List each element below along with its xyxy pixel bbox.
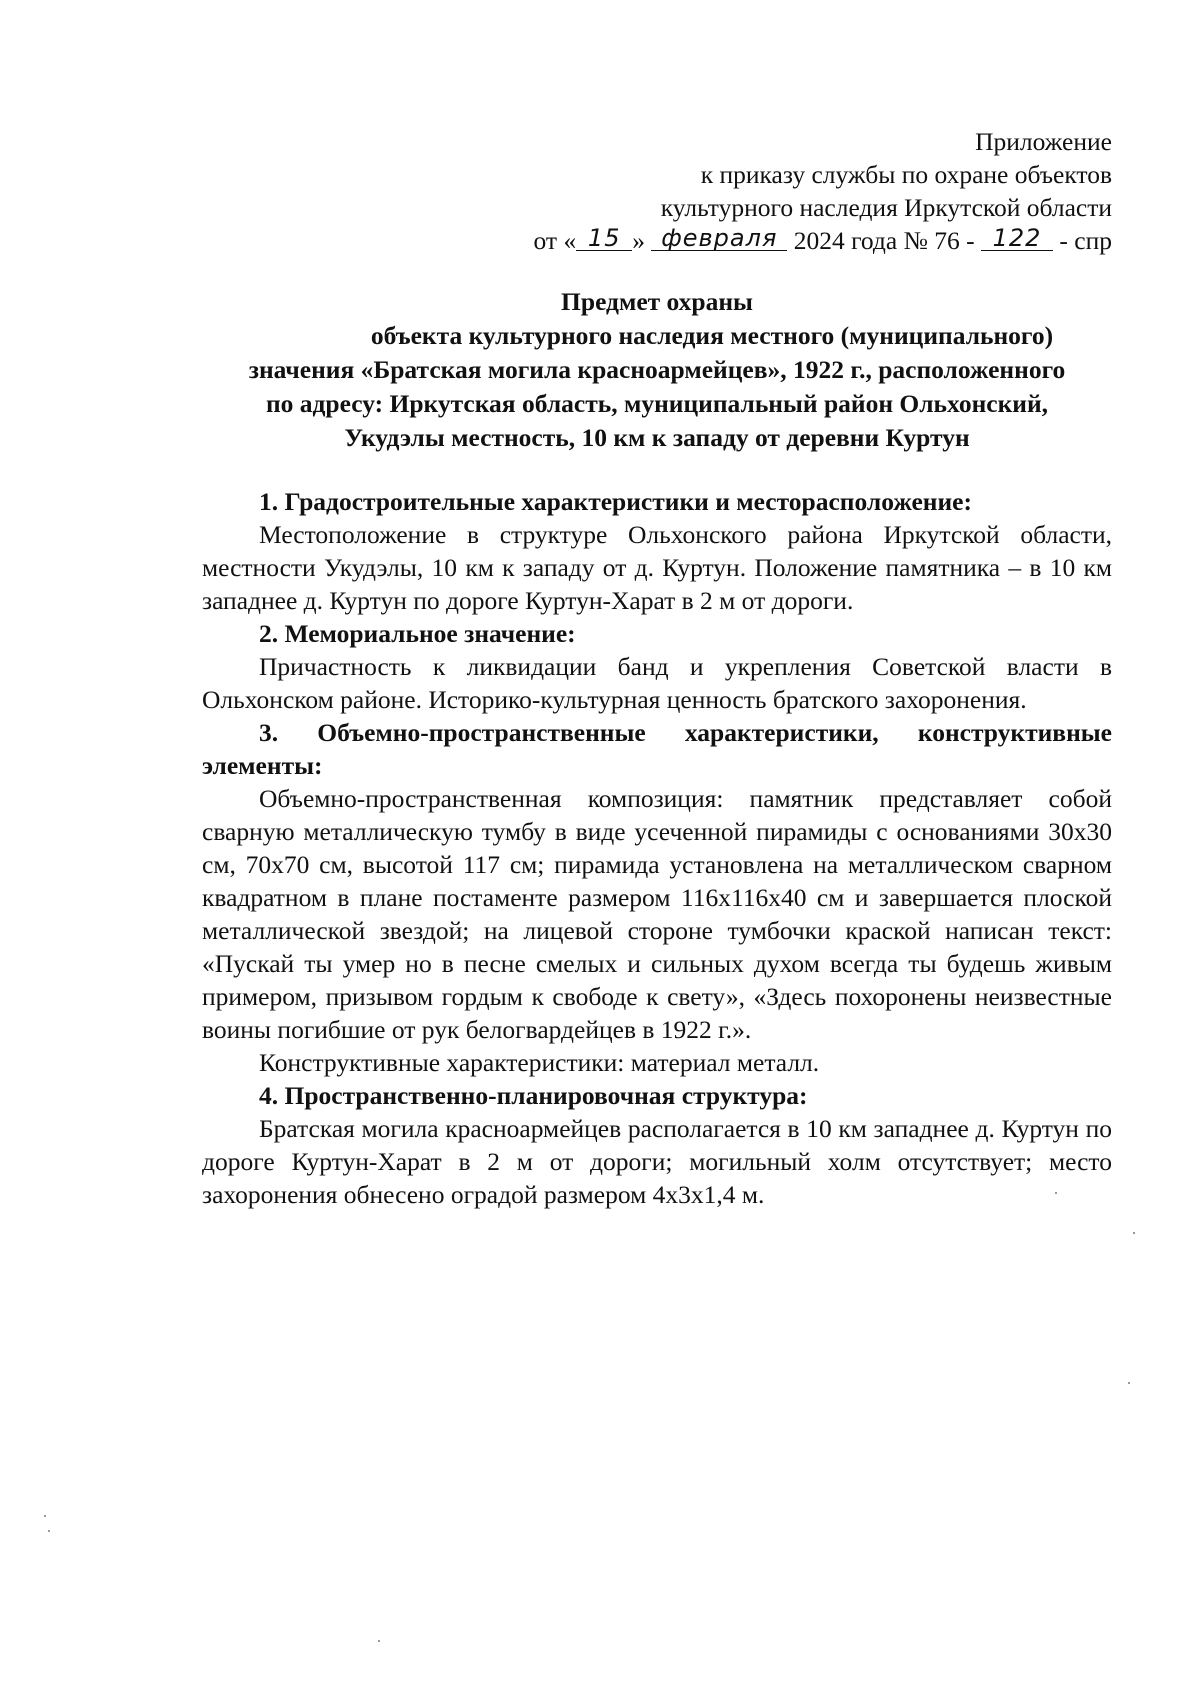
handwritten-month: февраля: [651, 226, 787, 251]
title-line-5: Укудэлы местность, 10 км к западу от деревни Куртун: [344, 423, 970, 452]
handwritten-day: 15: [576, 226, 632, 251]
document-title: [202, 285, 1112, 455]
scan-speck: [1055, 1192, 1057, 1194]
section-3-text: Объемно-пространственная композиция: памятник представляет собой сварную металлическую тумбу в виде усеченной пирамиды с основаниями 30х30 см, 70х70 см, высотой 117 см; пирамида установлена на металлическом сварном квадратном в плане постаменте размером 116х116х40 см и завершается плоской металлической звездой; на лицевой стороне тумбочки краской написан текст: «Пускай ты умер но в песне смелых и сильных духом всегда ты будешь живым примером, призывом гордым к свободе к свету», «Здесь похоронены неизвестные воины погибшие от рук белогвардейцев в 1922 г.».: [202, 784, 1112, 1044]
scan-speck: [44, 1515, 46, 1517]
annex-order-line: к приказу службы по охране объектов: [700, 160, 1112, 189]
date-mid: »: [632, 226, 645, 255]
annex-agency-line: культурного наследия Иркутской области: [660, 193, 1112, 222]
scan-speck: [48, 1530, 50, 1532]
date-prefix: от «: [533, 226, 577, 255]
annex-header: [202, 125, 1112, 257]
title-line-1: Предмет охраны: [561, 287, 753, 316]
scan-speck: [1128, 1382, 1130, 1384]
section-2-heading: 2. Мемориальное значение:: [259, 619, 576, 648]
scan-speck: [1133, 1232, 1135, 1234]
section-2-text: Причастность к ликвидации банд и укрепления Советской власти в Ольхонском районе. Историко-культурная ценность братского захоронения.: [202, 652, 1112, 714]
year-and-number-prefix: 2024 года № 76 -: [793, 226, 975, 255]
section-1-text: Местоположение в структуре Ольхонского района Иркутской области, местности Укудэлы, 10 км к западу от д. Куртун. Положение памятника – в 10 км западнее д. Куртун по дороге Куртун-Харат в 2 м от дороги.: [202, 520, 1112, 615]
section-3-text-2: Конструктивные характеристики: материал металл.: [259, 1048, 820, 1077]
handwritten-order-number: 122: [981, 226, 1053, 251]
title-line-4: по адресу: Иркутская область, муниципальный район Ольхонский,: [265, 389, 1049, 418]
annex-title: Приложение: [975, 127, 1112, 156]
document-page: [202, 125, 1112, 1211]
section-4-heading: 4. Пространственно-планировочная структура:: [259, 1081, 808, 1110]
scan-speck: [378, 1640, 380, 1642]
order-suffix: - спр: [1059, 226, 1112, 255]
section-4-text: Братская могила красноармейцев располагается в 10 км западнее д. Куртун по дороге Куртун-Харат в 2 м от дороги; могильный холм отсутствует; место захоронения обнесено оградой размером 4х3х1,4 м.: [202, 1114, 1112, 1209]
title-line-2: объекта культурного наследия местного (муниципального): [370, 321, 1054, 350]
title-line-3: значения «Братская могила красноармейцев», 1922 г., расположенного: [248, 355, 1066, 384]
section-1-heading: 1. Градостроительные характеристики и месторасположение:: [259, 487, 972, 516]
annex-date-line: [202, 224, 1112, 257]
document-body: [202, 485, 1112, 1211]
section-3-heading: 3. Объемно-пространственные характеристики, конструктивные элементы:: [202, 718, 1112, 780]
